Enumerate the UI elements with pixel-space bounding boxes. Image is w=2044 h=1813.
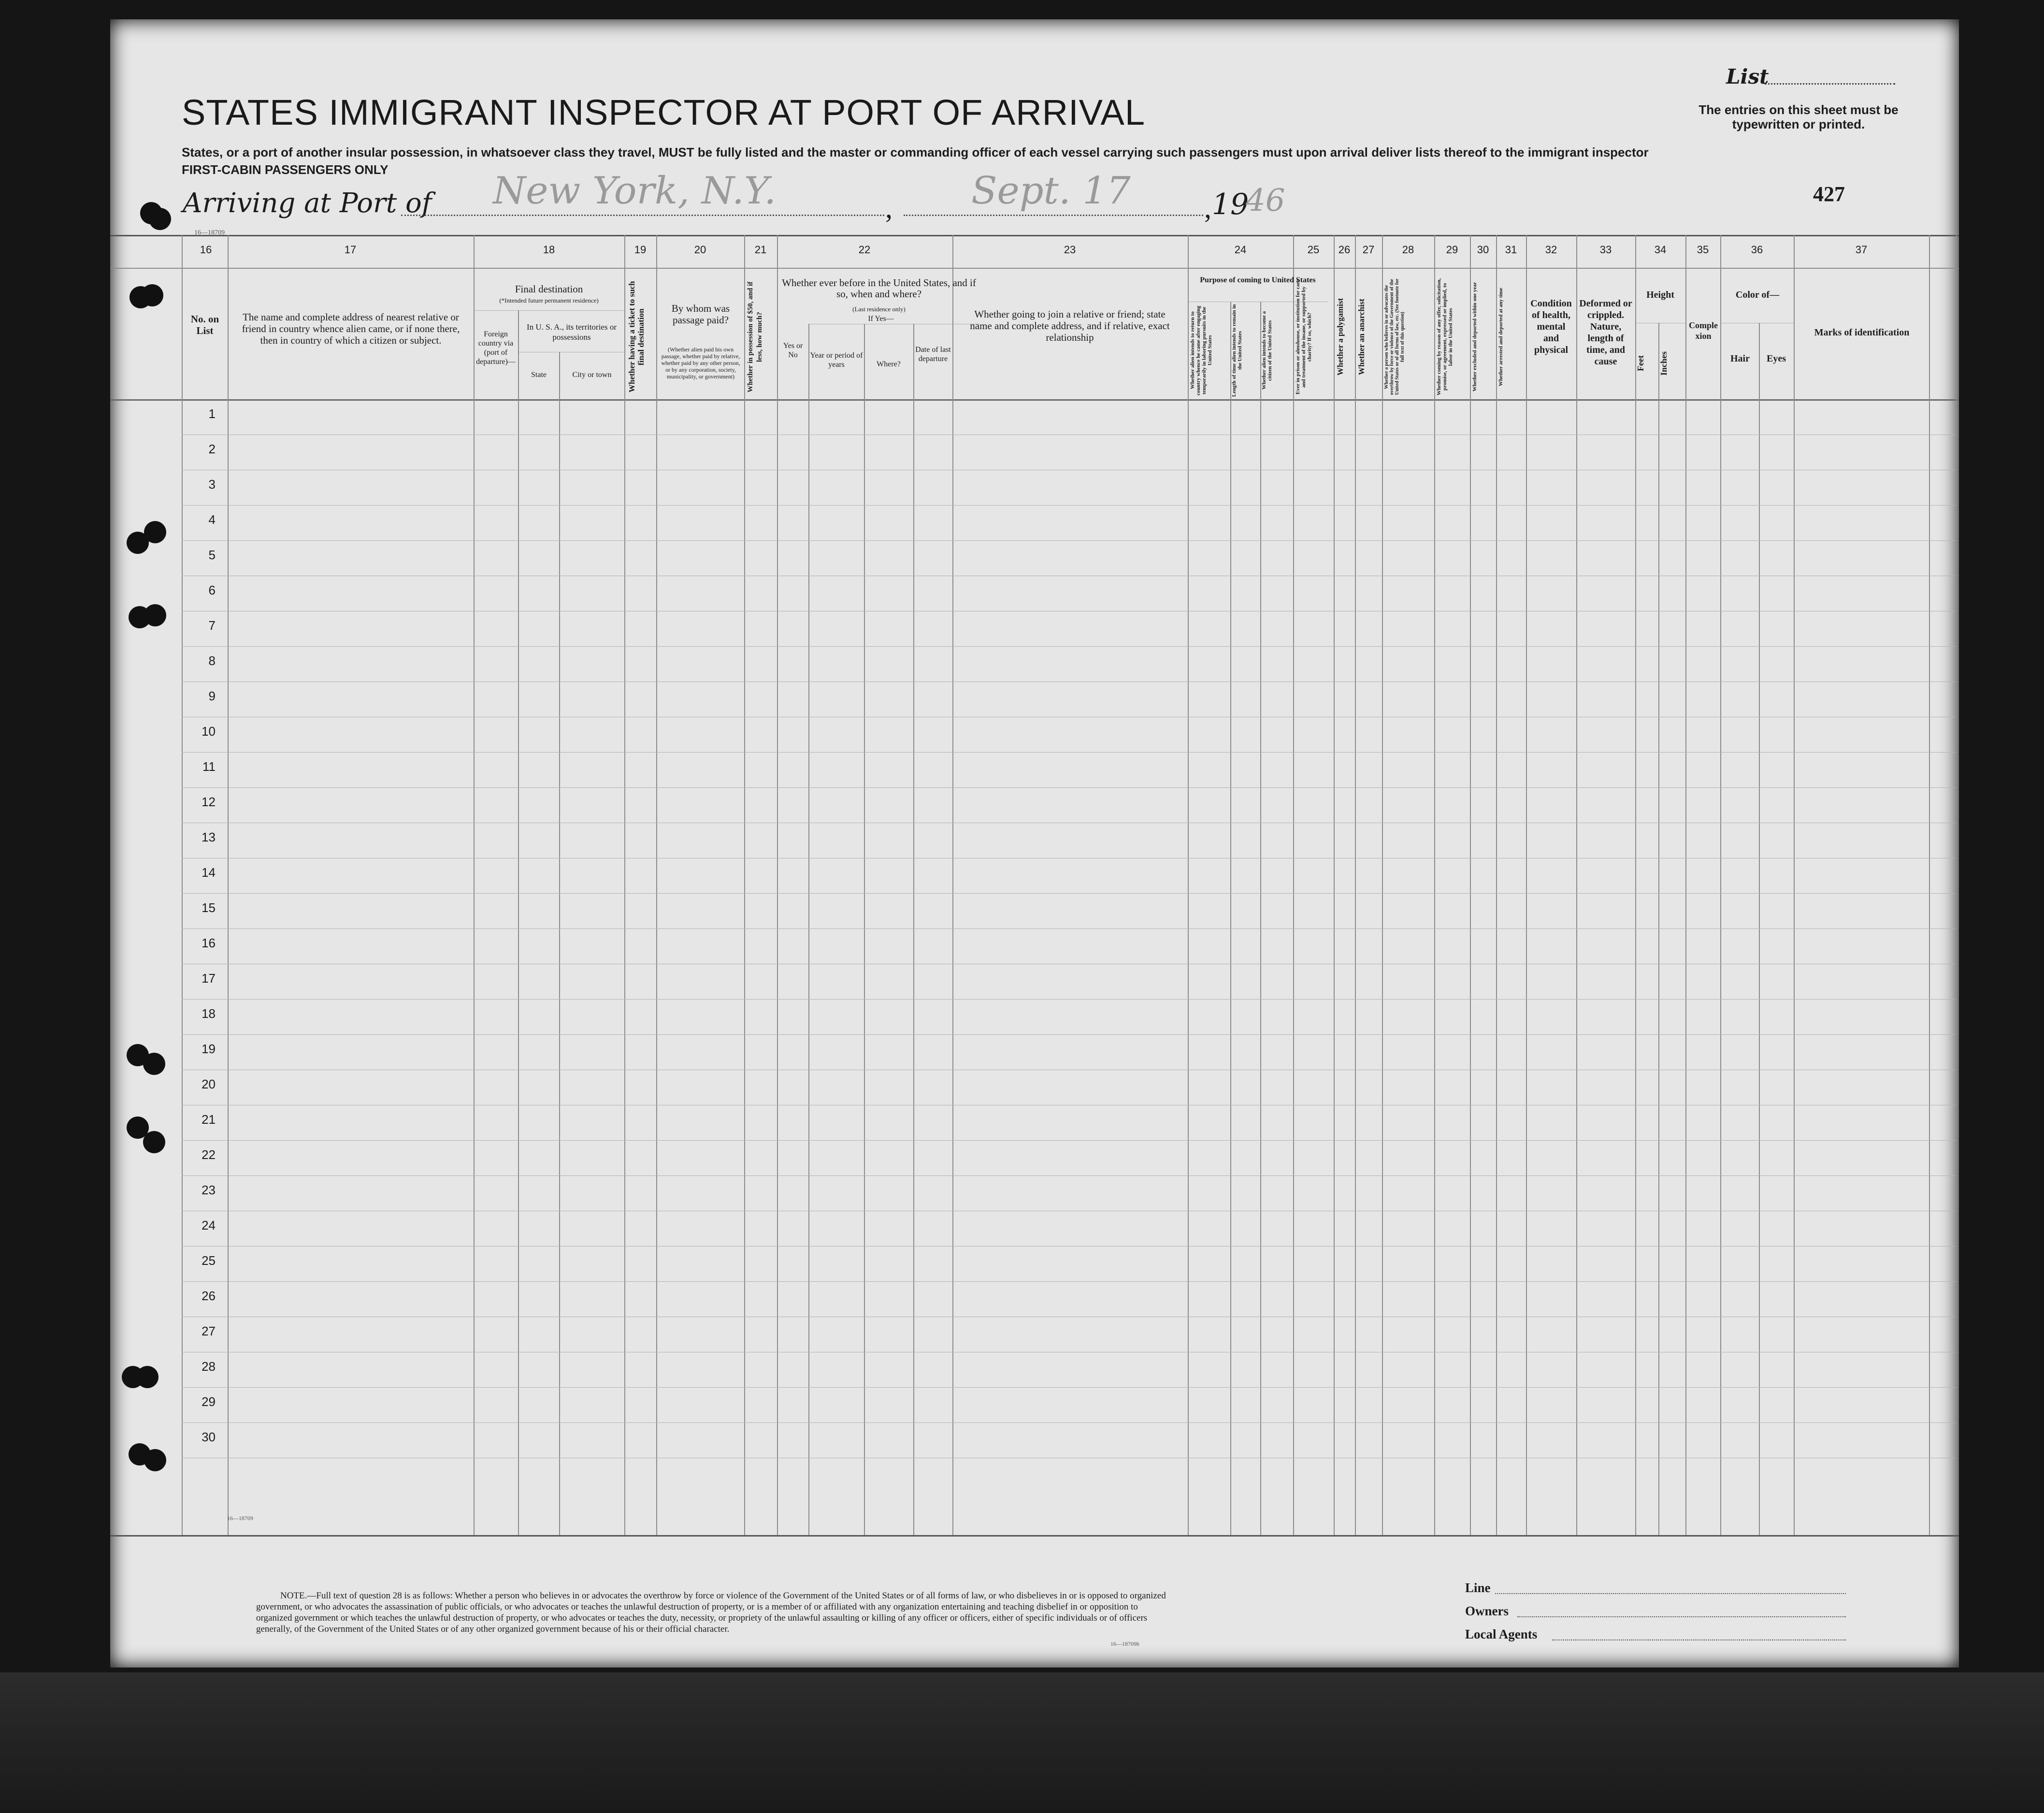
header-note: (Last residence only) xyxy=(852,305,906,313)
row-number: 7 xyxy=(208,618,216,633)
arriving-label: Arriving at Port of xyxy=(183,188,432,219)
col-number: 28 xyxy=(1402,244,1414,256)
entries-note: The entries on this sheet must be typewritten or printed. xyxy=(1699,102,1899,131)
table-bottom-rule xyxy=(110,1535,1959,1537)
col-number: 23 xyxy=(1064,244,1076,256)
header-purpose: Purpose of coming to United States xyxy=(1200,276,1316,284)
col-rule xyxy=(744,235,745,1535)
header-arrested: Whether arrested and deported at any time xyxy=(1498,288,1504,386)
row-number: 17 xyxy=(202,971,216,986)
row-rule xyxy=(182,787,1956,788)
col-number: 22 xyxy=(858,244,871,256)
header-height: Height xyxy=(1646,290,1674,300)
col-rule xyxy=(952,235,953,1535)
row-rule xyxy=(182,999,1956,1000)
row-number: 10 xyxy=(202,724,216,739)
header-foreign-country: Foreign country via (port of departure)— xyxy=(476,330,516,366)
header-excluded: Whether excluded and deported within one year xyxy=(1472,282,1478,392)
list-line xyxy=(1765,83,1895,85)
header-relative-address: The name and complete address of nearest relative or friend in country whence alien came, or if none there, then in country of which a citizen or subject. xyxy=(242,311,460,346)
row-rule xyxy=(182,893,1956,894)
line-field[interactable] xyxy=(1495,1593,1846,1594)
row-number: 15 xyxy=(202,900,216,915)
col-rule xyxy=(1685,235,1686,1535)
col-rule xyxy=(182,235,183,1535)
row-number: 9 xyxy=(208,689,216,703)
manifest-table xyxy=(110,235,1959,1535)
header-citizen-intent: Whether alien intends to become a citizen of the United States xyxy=(1261,311,1273,390)
col-number: 31 xyxy=(1505,244,1517,256)
row-number: 21 xyxy=(202,1112,216,1127)
header-marks: Marks of identification xyxy=(1814,327,1910,338)
col-rule xyxy=(518,310,519,1535)
year-suffix: 46 xyxy=(1246,183,1285,218)
header-bottom-rule xyxy=(110,399,1959,401)
col-rule xyxy=(1434,235,1435,1535)
col-rule xyxy=(228,235,229,1535)
header-last-departure: Date of last departure xyxy=(915,346,951,363)
col-rule xyxy=(624,235,625,1535)
row-number: 28 xyxy=(202,1359,216,1374)
header-fifty-dollars: Whether in possession of $50, and if less, how much? xyxy=(747,281,763,392)
col-rule xyxy=(1334,235,1335,1535)
instructions-text: States, or a port of another insular possession, in whatsoever class they travel, MUST be fully listed and the master or commanding officer of each vessel carrying such passengers must upon arrival deliver lists thereof to the immigrant inspector xyxy=(182,145,1649,160)
col-number: 25 xyxy=(1307,244,1320,256)
row-rule xyxy=(182,928,1956,929)
header-prison: Ever in prison or almshouse, or institution for care and treatment of the insane, or supported by charity? If so, which? xyxy=(1295,279,1312,394)
col-rule xyxy=(1260,302,1261,1535)
sheet-number: 427 xyxy=(1813,182,1845,206)
header-ever-before: Whether ever before in the United States, and if so, when and where? xyxy=(782,277,976,300)
col-rule xyxy=(474,235,475,1535)
col-rule xyxy=(656,235,657,1535)
row-number: 13 xyxy=(202,830,216,844)
row-rule xyxy=(182,1246,1956,1247)
row-number: 6 xyxy=(208,583,216,597)
port-line xyxy=(401,215,884,216)
agents-label: Local Agents xyxy=(1465,1627,1538,1641)
row-number: 26 xyxy=(202,1289,216,1303)
col-number: 37 xyxy=(1855,244,1868,256)
row-number: 8 xyxy=(208,653,216,668)
header-if-yes: If Yes— xyxy=(868,315,894,323)
column-number-rule xyxy=(110,268,1959,269)
passenger-class: FIRST-CABIN PASSENGERS ONLY xyxy=(182,162,389,177)
header-labor-offer: Whether coming by reason of any offer, solicitation, promise, or agreement, expressed or implied, to labor in the United States xyxy=(1436,278,1454,396)
row-number: 18 xyxy=(202,1006,216,1021)
row-number: 22 xyxy=(202,1147,216,1162)
row-rule xyxy=(182,540,1956,541)
col-rule xyxy=(1470,235,1471,1535)
col-rule xyxy=(559,352,560,1535)
col-number: 33 xyxy=(1599,244,1612,256)
header-yes-no: Yes or No xyxy=(783,342,803,359)
header-hair: Hair xyxy=(1730,353,1750,364)
col-rule xyxy=(777,235,778,1535)
page-title: STATES IMMIGRANT INSPECTOR AT PORT OF ARRIVAL xyxy=(182,92,1146,132)
col-rule xyxy=(1526,235,1527,1535)
col-number: 26 xyxy=(1338,244,1351,256)
agents-field[interactable] xyxy=(1552,1639,1846,1640)
row-rule xyxy=(182,505,1956,506)
header-feet: Feet xyxy=(1636,355,1645,372)
list-label: List xyxy=(1726,65,1769,88)
col-number: 35 xyxy=(1697,244,1709,256)
table-top-rule xyxy=(110,235,1959,236)
col-number: 16 xyxy=(200,244,212,256)
row-number: 20 xyxy=(202,1077,216,1091)
row-number: 24 xyxy=(202,1218,216,1233)
header-note: (Whether alien paid his own passage, whether paid by relative, whether paid by any other person, or by any corporation, society, municipality, or government) xyxy=(661,346,740,380)
col-rule xyxy=(1794,235,1795,1535)
owners-field[interactable] xyxy=(1517,1616,1846,1617)
header-no-on-list: No. on List xyxy=(190,313,219,336)
col-number: 29 xyxy=(1446,244,1458,256)
header-note: (*Intended future permanent residence) xyxy=(499,297,599,304)
col-number: 24 xyxy=(1234,244,1247,256)
row-rule xyxy=(182,1175,1956,1176)
header-anarchist: Whether an anarchist xyxy=(1357,298,1366,376)
row-number: 3 xyxy=(208,477,216,492)
header-overthrow: Whether a person who believes in or advocates the overthrow by force or violence of the Government of the United States or of all forms of law, etc. (See footnote for full text of this question) xyxy=(1384,278,1405,395)
col-number: 17 xyxy=(344,244,357,256)
header-color: Color of— xyxy=(1735,290,1780,300)
row-number: 11 xyxy=(202,759,216,774)
row-number: 23 xyxy=(202,1183,216,1197)
col-rule xyxy=(1576,235,1577,1535)
col-rule xyxy=(1635,235,1636,1535)
col-rule xyxy=(1929,235,1930,1535)
header-where: Where? xyxy=(877,360,901,368)
header-inches: Inches xyxy=(1659,351,1669,376)
header-final-destination: Final destination xyxy=(515,283,583,295)
col-number: 18 xyxy=(543,244,555,256)
row-number: 14 xyxy=(202,865,216,880)
owners-label: Owners xyxy=(1465,1604,1509,1618)
form-code-bottom: 16—18709 xyxy=(227,1515,253,1522)
col-rule xyxy=(1293,235,1294,1535)
row-number: 19 xyxy=(202,1042,216,1056)
scan-border xyxy=(0,1672,2044,1813)
row-number: 27 xyxy=(202,1324,216,1338)
row-rule xyxy=(182,1387,1956,1388)
row-number: 16 xyxy=(202,936,216,950)
header-deformed: Deformed or crippled. Nature, length of time, and cause xyxy=(1579,298,1632,367)
col-rule xyxy=(1230,302,1231,1535)
col-number: 30 xyxy=(1477,244,1489,256)
row-rule xyxy=(182,1034,1956,1035)
header-passage-paid: By whom was passage paid? xyxy=(671,303,730,326)
row-rule xyxy=(182,1140,1956,1141)
header-going-to-join: Whether going to join a relative or friend; state name and complete address, and if relative, exact relationship xyxy=(970,308,1170,343)
col-number: 20 xyxy=(694,244,706,256)
sub-rule xyxy=(474,310,624,311)
port-value: New York, N.Y. xyxy=(493,169,777,213)
header-eyes: Eyes xyxy=(1767,353,1786,364)
col-number: 27 xyxy=(1362,244,1375,256)
col-number: 34 xyxy=(1654,244,1667,256)
col-rule xyxy=(1720,235,1721,1535)
header-polygamist: Whether a polygamist xyxy=(1336,298,1345,376)
note-code: 16—18709b xyxy=(1110,1640,1139,1647)
col-rule xyxy=(1956,235,1957,1535)
header-length-of-stay: Length of time alien intends to remain in the United States xyxy=(1231,304,1243,397)
header-ticket: Whether having a ticket to such final destination xyxy=(627,281,646,393)
row-number: 25 xyxy=(202,1253,216,1268)
col-number: 32 xyxy=(1545,244,1557,256)
row-rule xyxy=(182,1422,1956,1423)
header-year-period: Year or period of years xyxy=(810,351,863,369)
header-complexion: Complexion xyxy=(1689,320,1718,341)
footnote: NOTE.—Full text of question 28 is as follows: Whether a person who believes in or advocates the overthrow by force or violence of the Government of the United States or of all forms of law, or who disbelieves in or is opposed to organized government, or who advocates the assassination of public officials, or who advocates or teaches the unlawful destruction of property, or is a member of or affiliated with any organization entertaining and teaching disbelief in or opposition to organized government or which teaches the unlawful destruction of property, or who advocates or teaches the duty, necessity, or propriety of the unlawful assaulting or killing of any officer or officers, either of specific individuals or of officers generally, of the Government of the United States or of any other organized government because of his or their official character. xyxy=(256,1591,1166,1634)
col-rule xyxy=(1382,235,1383,1535)
date-value: Sept. 17 xyxy=(971,169,1131,213)
year-prefix: 19 xyxy=(1212,188,1249,221)
row-number: 2 xyxy=(208,442,216,456)
date-line xyxy=(904,215,1203,216)
row-number: 1 xyxy=(208,406,216,421)
header-city: City or town xyxy=(572,371,612,379)
header-health: Condition of health, mental and physical xyxy=(1530,298,1572,355)
col-rule xyxy=(1188,235,1189,1535)
line-label: Line xyxy=(1465,1581,1491,1595)
header-return-intent: Whether alien intends to return to country whence he came after engaging temporarily in laboring pursuits in the United States xyxy=(1190,305,1213,395)
row-rule xyxy=(182,752,1956,753)
row-number: 12 xyxy=(202,795,216,809)
row-number: 5 xyxy=(208,548,216,562)
header-in-usa: In U. S. A., its territories or possessions xyxy=(526,322,617,342)
row-number: 29 xyxy=(202,1394,216,1409)
col-number: 21 xyxy=(754,244,767,256)
row-rule xyxy=(182,1281,1956,1282)
col-rule xyxy=(1496,235,1497,1535)
row-rule xyxy=(182,646,1956,647)
col-number: 19 xyxy=(634,244,647,256)
comma: , xyxy=(885,192,892,224)
header-state: State xyxy=(531,371,547,379)
row-number: 4 xyxy=(208,512,216,527)
comma: , xyxy=(1204,192,1211,224)
form-code: 16—18709 xyxy=(194,229,225,236)
col-number: 36 xyxy=(1751,244,1763,256)
col-rule xyxy=(1355,235,1356,1535)
row-number: 30 xyxy=(202,1430,216,1444)
